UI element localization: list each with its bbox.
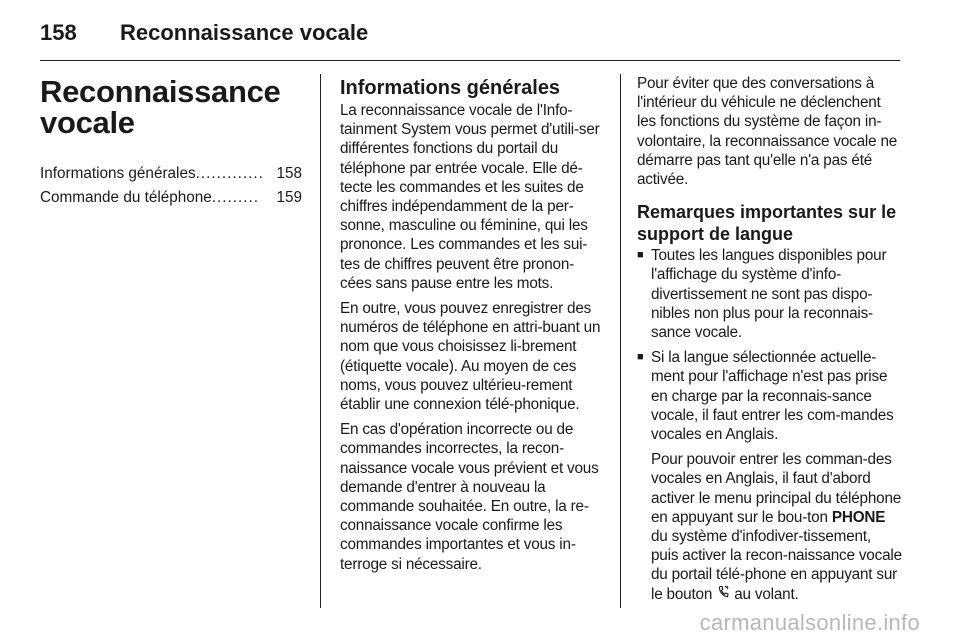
paragraph: La reconnaissance vocale de l'Info-tainment System vous permet d'utili-ser différentes fonctions du portail du téléphone par entrée vocale. Elle dé-tecte les commandes et les suites de chiffres indépendamment de la per-sonne, masculine ou féminine, qui les prononce. Les commandes et les sui-tes de chiffres peuvent être pronon-cées sans pause entre les mots. (340, 102, 600, 292)
section-title: Informations générales (340, 77, 561, 99)
toc-entry-page: 159 (276, 189, 302, 206)
chapter-title: Reconnaissance vocale (40, 74, 281, 140)
column-divider (320, 74, 321, 608)
notes-column (637, 74, 902, 610)
bullet-icon: ■ (637, 351, 644, 364)
header-rule (40, 60, 900, 61)
toc-leader-dots: ............. (195, 165, 264, 182)
list-item-text: Toutes les langues disponibles pour l'affichage du système d'info-divertissement ne sont pas dispo-nibles non plus pour la reconnais-sance vocale. (651, 247, 887, 342)
toc-leader-dots: ......... (211, 189, 260, 206)
chapter-column (40, 74, 302, 210)
running-title: Reconnaissance vocale (120, 20, 369, 45)
phone-voice-icon (716, 585, 730, 604)
page-header (40, 20, 368, 50)
page-number: 158 (40, 20, 77, 45)
toc-entry[interactable] (40, 162, 302, 186)
paragraph: En cas d'opération incorrecte ou de commandes incorrectes, la recon-naissance vocale vous prévient et vous demande d'entrer à nouveau la commande souhaitée. En outre, la re-connaissance vocale confirme les commandes importantes et vous in-terroge si nécessaire. (340, 421, 599, 573)
subsection-title: Remarques importantes sur le support de langue (637, 202, 897, 245)
list-item-text: Si la langue sélectionnée actuelle-ment pour l'affichage n'est pas prise en charge par la reconnais-sance vocale, il faut entrer les com-mandes vocales en Anglais. (651, 349, 894, 444)
text-segment: au volant. (730, 585, 799, 603)
paragraph: Pour éviter que des conversations à l'intérieur du véhicule ne déclenchent les fonctions du système de façon in-volontaire, la reconnaissance vocale ne démarre pas tant qu'elle n'a pas été activée. (637, 75, 898, 189)
text-segment: Pour pouvoir entrer les comman-des vocales en Anglais, il faut d'abord activer le menu principal du téléphone en appuyant sur le bou-ton (651, 451, 902, 526)
toc-entry[interactable] (40, 186, 302, 210)
text-segment: du système d'infodiver-tissement, puis activer la recon-naissance vocale du portail télé-phone en appuyant sur le bouton (651, 528, 902, 603)
watermark: carmanualsonline.info (699, 610, 920, 635)
toc-entry-label: Informations générales (40, 165, 196, 182)
phone-button-label: PHONE (831, 508, 886, 526)
list-item (637, 348, 902, 444)
paragraph: En outre, vous pouvez enregistrer des numéros de téléphone en attri-buant un nom que vous choisissez li-brement (étiquette vocale). Au moyen de ces noms, vous pouvez ultérieu-rement établir une connexion télé-phonique. (340, 300, 601, 414)
section-column (340, 74, 602, 580)
column-divider (620, 74, 621, 608)
bullet-icon: ■ (637, 249, 644, 262)
list-item (637, 246, 902, 342)
toc-entry-label: Commande du téléphone (40, 189, 212, 206)
paragraph (651, 450, 902, 604)
toc-entry-page: 158 (276, 165, 302, 182)
